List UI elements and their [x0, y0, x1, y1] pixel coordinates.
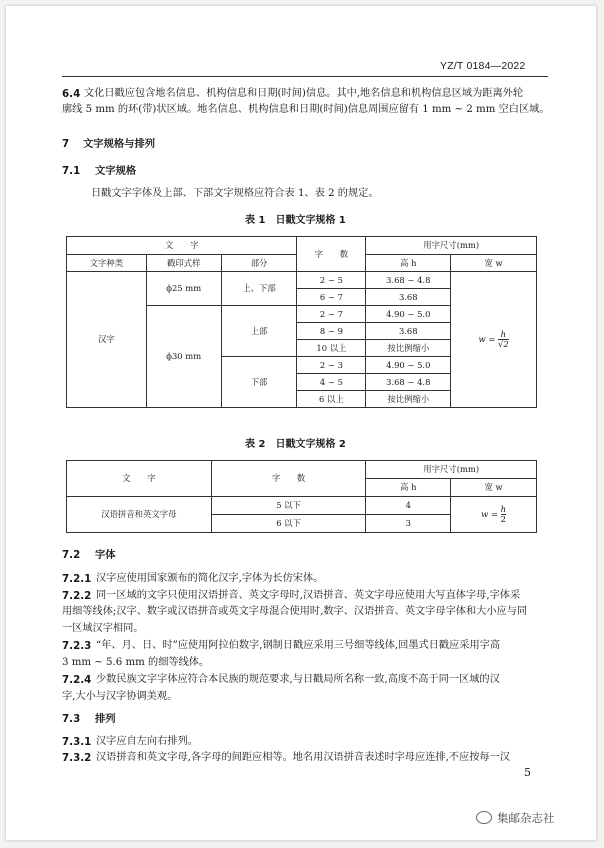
table2-count: 6 以下: [211, 515, 366, 533]
table2-formula-den: 2: [500, 514, 507, 524]
table2-height: 4: [366, 497, 451, 515]
para-7-2-2-line3: 一区域汉字相同。: [62, 623, 144, 634]
table1-count: 2 ~ 5: [297, 272, 366, 289]
table1-count: 8 ~ 9: [297, 323, 366, 340]
table2-caption: 表 2 日戳文字规格 2: [245, 439, 346, 450]
table1-count: 2 ~ 7: [297, 306, 366, 323]
table1-count: 6 ~ 7: [297, 289, 366, 306]
table1-part-lower: 下部: [221, 357, 297, 408]
para-7-3-2-text: 汉语拼音和英文字母,各字母的间距应相等。地名用汉语拼音表述时字母应连排,不应按每一汉: [96, 752, 510, 763]
table1-caption: 表 1 日戳文字规格 1: [245, 215, 346, 226]
table1-width-formula: [451, 272, 537, 408]
table2-count: 5 以下: [211, 497, 366, 515]
para-7-2-2-line2: 用细等线体;汉字、数字或汉语拼音或英文字母混合使用时,数字、汉语拼音、英文字母字体和大小应与同: [62, 606, 528, 617]
table2-width-formula: [451, 497, 537, 533]
table1-part-both: 上、下部: [221, 272, 297, 306]
section-6-4-line2: 廓线 5 mm 的环(带)状区域。地名信息、机构信息和日期(时间)信息周围应留有 1 mm ~ 2 mm 空白区域。: [62, 104, 550, 115]
table1-header-part: 部分: [221, 255, 297, 272]
section-7-3-title: 排列: [95, 713, 116, 725]
table2: [66, 460, 537, 533]
watermark-text: 集邮杂志社: [497, 811, 555, 825]
para-7-2-4-line1: 少数民族文字字体应符合本民族的规范要求,与日戳局所名称一致,高度不高于同一区域的汉: [96, 674, 500, 685]
para-7-3-2-number: 7.3.2: [62, 752, 92, 764]
table1-style-25: ϕ25 mm: [146, 272, 221, 306]
section-6-4-line1: 文化日戳应包含地名信息、机构信息和日期(时间)信息。其中,地名信息和机构信息区域为距离外轮: [84, 88, 524, 99]
para-7-2-1-text: 汉字应使用国家颁布的简化汉字,字体为长仿宋体。: [96, 573, 324, 584]
para-7-2-4-number: 7.2.4: [62, 674, 92, 686]
table2-header-width: 宽 w: [451, 479, 537, 497]
table1-header-type: 文字种类: [67, 255, 147, 272]
para-7-3-1-text: 汉字应自左向右排列。: [96, 736, 198, 747]
table2-header-height: 高 h: [366, 479, 451, 497]
table1-height: 3.68: [366, 323, 451, 340]
table1-header-width: 宽 w: [451, 255, 537, 272]
table1-formula-den: √2: [498, 339, 509, 349]
table1-count: 6 以上: [297, 391, 366, 408]
watermark: [476, 810, 555, 826]
para-7-2-3-line2: 3 mm ~ 5.6 mm 的细等线体。: [62, 657, 210, 668]
para-7-2-2-number: 7.2.2: [62, 590, 92, 602]
table1-header-text: 文 字: [67, 237, 297, 255]
table2-formula-num: h: [500, 504, 507, 514]
para-7-2-3-number: 7.2.3: [62, 640, 92, 652]
table1-count: 10 以上: [297, 340, 366, 357]
table1: [66, 236, 537, 408]
table1-count: 4 ~ 5: [297, 374, 366, 391]
table2-header-count: 字 数: [211, 461, 366, 497]
para-7-3-1-number: 7.3.1: [62, 736, 92, 748]
para-7-2-3-line1: “年、月、日、时”应使用阿拉伯数字,钢制日戳应采用三号细等线体,回墨式日戳应采用字高: [96, 640, 501, 651]
table2-header-size: 用字尺寸(mm): [366, 461, 537, 479]
table1-height: 3.68 ~ 4.8: [366, 272, 451, 289]
section-7-2-number: 7.2: [62, 549, 81, 561]
table1-fraction: [498, 330, 509, 349]
table1-header-count: 字 数: [297, 237, 366, 272]
wechat-icon: [476, 811, 492, 824]
table2-height: 3: [366, 515, 451, 533]
section-7-title: 文字规格与排列: [83, 138, 156, 150]
section-7-1-title: 文字规格: [95, 165, 137, 177]
para-7-2-2-line1: 同一区域的文字只使用汉语拼音、英文字母时,汉语拼音、英文字母应使用大写直体字母,字体采: [96, 590, 521, 601]
section-7-1-text: 日戳文字字体及上部、下部文字规格应符合表 1、表 2 的规定。: [91, 188, 379, 199]
table1-type: 汉字: [67, 272, 147, 408]
table1-height: 4.90 ~ 5.0: [366, 306, 451, 323]
header-rule: [62, 76, 548, 77]
table1-formula-num: h: [500, 329, 507, 339]
table1-header-height: 高 h: [366, 255, 451, 272]
table1-part-upper: 上部: [221, 306, 297, 357]
table1-count: 2 ~ 3: [297, 357, 366, 374]
para-7-2-4-line2: 字,大小与汉字协调美观。: [62, 691, 178, 702]
section-7-2-title: 字体: [95, 549, 116, 561]
table1-style-30: ϕ30 mm: [146, 306, 221, 408]
table2-header-text: 文 字: [67, 461, 212, 497]
table2-formula-lhs: w =: [481, 509, 498, 519]
page-number: 5: [524, 766, 531, 779]
table1-height: 3.68 ~ 4.8: [366, 374, 451, 391]
table2-type: 汉语拼音和英文字母: [67, 497, 212, 533]
section-6-4-number: 6.4: [62, 88, 81, 100]
table1-height: 按比例缩小: [366, 340, 451, 357]
section-7-1-number: 7.1: [62, 165, 81, 177]
table1-formula-lhs: w =: [478, 334, 496, 344]
table1-height: 4.90 ~ 5.0: [366, 357, 451, 374]
table1-height: 3.68: [366, 289, 451, 306]
table1-height: 按比例缩小: [366, 391, 451, 408]
table1-header-size: 用字尺寸(mm): [366, 237, 537, 255]
para-7-2-1-number: 7.2.1: [62, 573, 92, 585]
section-7-3-number: 7.3: [62, 713, 81, 725]
section-7-number: 7: [62, 138, 70, 150]
standard-id: YZ/T 0184—2022: [440, 60, 526, 72]
table2-fraction: [501, 505, 506, 524]
table1-header-style: 戳印式样: [146, 255, 221, 272]
